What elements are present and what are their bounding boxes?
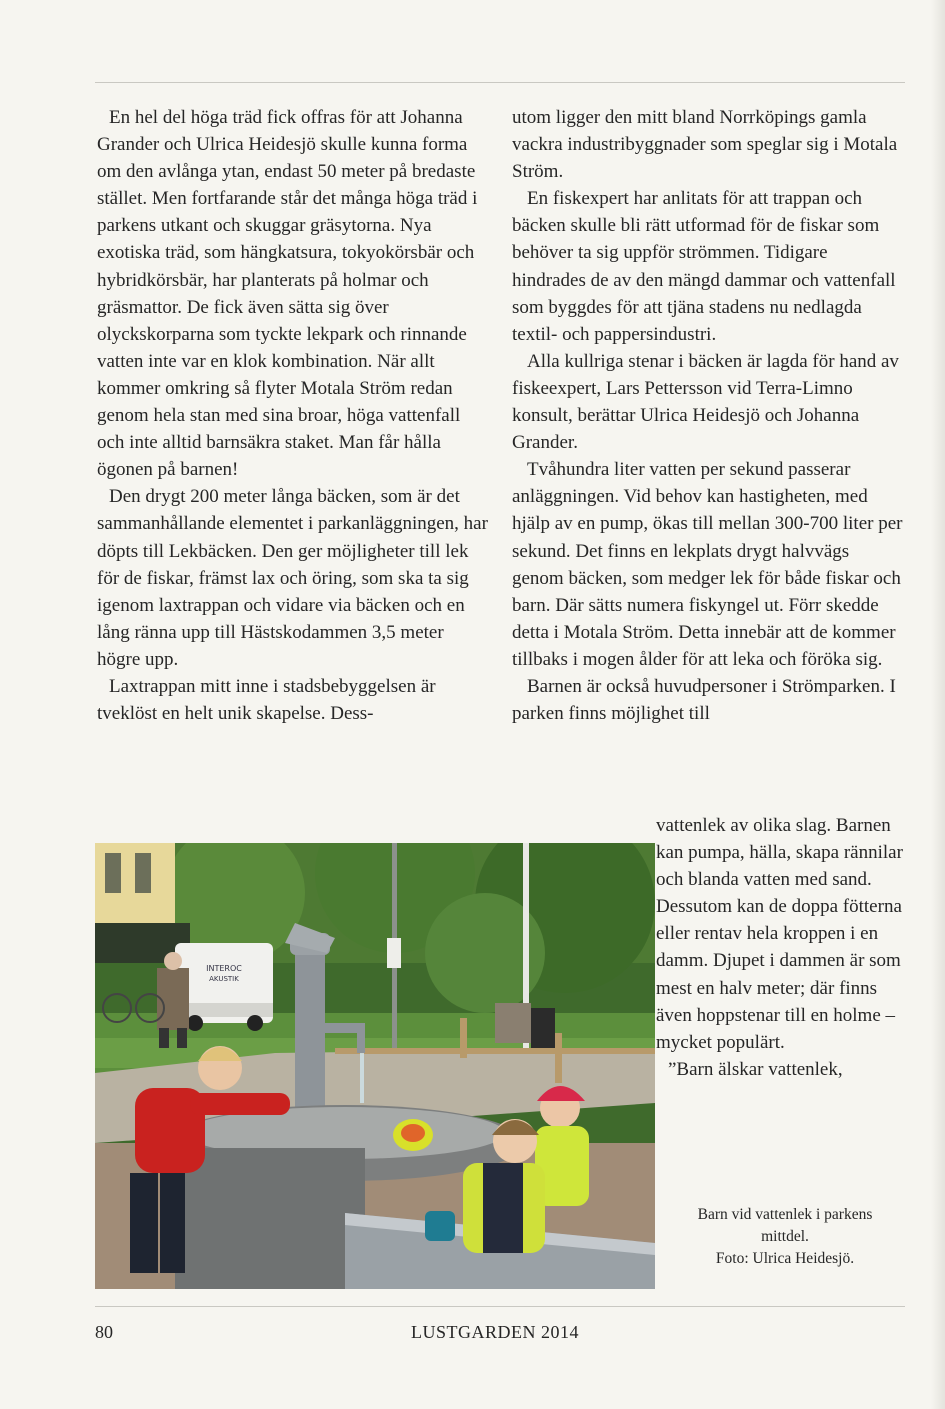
paragraph: Tvåhundra liter vatten per sekund passerar anläggningen. Vid behov kan hastigheten, med hjälp av en pump, ökas till mellan 300-700 liter per sekund. Det finns en lekplats drygt halvvägs genom bäcken, som medger lek för både fiskar och barn. Där sätts numera fiskyngel ut. Förr skedde detta i Motala Ström. Detta innebär att de kommer tillbaks i mogen ålder för att leka och föröka sig. xyxy=(512,459,903,670)
right-text-column xyxy=(512,104,904,727)
caption-line: Barn vid vattenlek i parkens xyxy=(697,1206,873,1223)
top-rule xyxy=(95,82,905,83)
van-sign-text-2: AKUSTIK xyxy=(209,975,239,983)
page-number: 80 xyxy=(95,1322,113,1342)
paragraph: Alla kullriga stenar i bäcken är lagda för hand av fiskeexpert, Lars Pettersson vid Terra-Limno konsult, berättar Ulrica Heidesjö och Johanna Grander. xyxy=(512,350,899,454)
narrow-text-column xyxy=(656,812,906,1083)
caption-credit: Foto: Ulrica Heidesjö. xyxy=(715,1250,855,1267)
paragraph: Den drygt 200 meter långa bäcken, som är det sammanhållande elementet i parkanläggningen, har döpts till Lekbäcken. Den ger möjligheter till lek för de fiskar, främst lax och öring, som ska ta sig igenom laxtrappan och vidare via bäcken och en lång ränna upp till Hästskodammen 3,5 meter högre upp. xyxy=(97,486,488,670)
paragraph: vattenlek av olika slag. Barnen kan pumpa, hälla, skapa rännilar och blanda vatten med sand. Dessutom kan de doppa fötterna eller rentav hela kroppen i en damm. Djupet i dammen är som mest en halv meter; där finns även hoppstenar till en holme – mycket populärt. xyxy=(656,815,903,1053)
paragraph: Barnen är också huvudpersoner i Strömparken. I parken finns möjlighet till xyxy=(512,675,896,725)
photo-caption xyxy=(665,1204,905,1270)
left-text-column xyxy=(97,104,489,727)
bottom-rule xyxy=(95,1306,905,1307)
paragraph: Laxtrappan mitt inne i stadsbebyggelsen är tveklöst en helt unik skapelse. Dess- xyxy=(97,675,436,725)
paragraph: ”Barn älskar vattenlek, xyxy=(668,1058,843,1080)
paragraph: utom ligger den mitt bland Norrköpings gamla vackra industribyggnader som speglar sig i Motala Ström. xyxy=(512,107,898,183)
paragraph: En fiskexpert har anlitats för att trappan och bäcken skulle bli rätt utformad för de fiskar som behöver ta sig uppför strömmen. Tidigare hindrades de av den mängd dammar och vattenfall som byggdes för att tjäna stadens nu nedlagda textil- och pappersindustri. xyxy=(512,188,896,345)
van-sign-text-1: INTEROC xyxy=(206,964,242,973)
paragraph: En hel del höga träd fick offras för att Johanna Grander och Ulrica Heidesjö skulle kunna forma om den avlånga ytan, endast 50 meter på bredaste stället. Men fortfarande står det många höga träd i parkens utkant och skuggar gräsytorna. Nya exotiska träd, som hängkatsura, tokyokörsbär och hybridkörsbär, har planterats på holmar och gräsmattor. De fick även sätta sig över olyckskorparna som tyckte lekpark och rinnande vatten inte var en klok kombination. När allt kommer omkring så flyter Motala Ström redan genom hela stan med sina broar, höga vattenfall och inte alltid barnsäkra staket. Man får hålla ögonen på barnen! xyxy=(97,107,478,481)
scan-edge xyxy=(931,0,945,1409)
journal-title: LUSTGARDEN 2014 xyxy=(411,1322,579,1342)
photo-children-water-play xyxy=(95,843,655,1289)
caption-line: mittdel. xyxy=(761,1228,809,1245)
